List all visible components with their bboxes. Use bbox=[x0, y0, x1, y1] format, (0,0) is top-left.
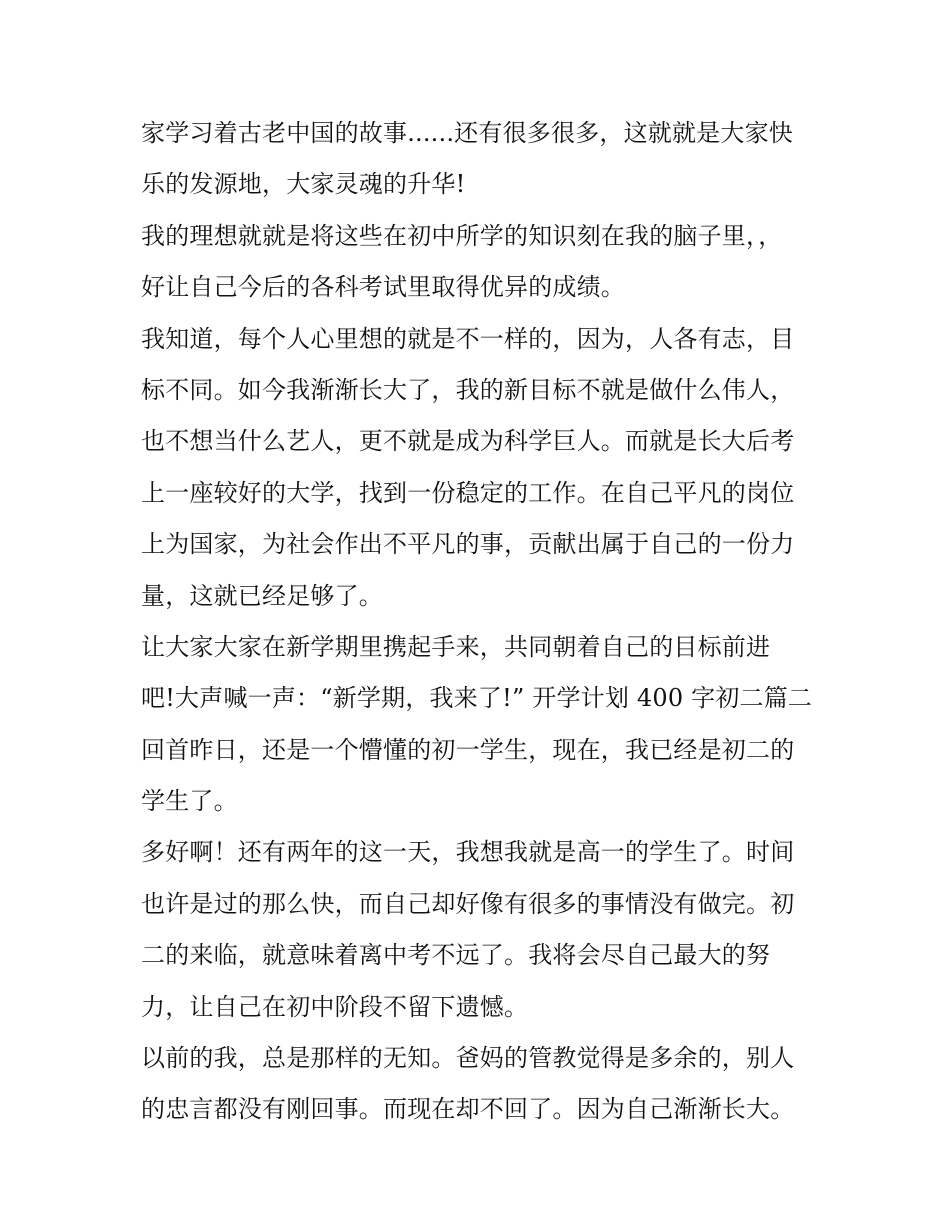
text-line: 上为国家，为社会作出不平凡的事，贡献出属于自己的一份力 bbox=[141, 530, 795, 559]
text-line: 我知道，每个人心里想的就是不一样的，因为，人各有志，目 bbox=[141, 324, 795, 353]
text-line: 多好啊！还有两年的这一天，我想我就是高一的学生了。时间 bbox=[141, 838, 795, 867]
text-line: 上一座较好的大学，找到一份稳定的工作。在自己平凡的岗位 bbox=[141, 478, 795, 507]
text-line: 的忠言都没有刚回事。而现在却不回了。因为自己渐渐长大。 bbox=[141, 1095, 795, 1124]
text-line: 也许是过的那么快，而自己却好像有很多的事情没有做完。初 bbox=[141, 889, 795, 918]
text-line: 家学习着古老中国的故事......还有很多很多，这就就是大家快 bbox=[141, 119, 793, 147]
text-line: 我的理想就就是将这些在初中所学的知识刻在我的脑子里，， bbox=[141, 221, 783, 250]
document-body bbox=[141, 108, 821, 1136]
text-line: 回首昨日，还是一个懵懂的初一学生，现在，我已经是初二的 bbox=[141, 735, 795, 764]
text-line: 二的来临，就意味着离中考不远了。我将会尽自己最大的努 bbox=[141, 941, 771, 970]
text-line: 吧!大声喊一声：“新学期，我来了!” 开学计划 400 字初二篇二 bbox=[141, 684, 813, 713]
text-line: 量，这就已经足够了。 bbox=[141, 581, 383, 610]
text-line: 以前的我，总是那样的无知。爸妈的管教觉得是多余的，别人 bbox=[141, 1044, 795, 1073]
text-line: 好让自己今后的各科考试里取得优异的成绩。 bbox=[141, 273, 625, 302]
text-line: 力，让自己在初中阶段不留下遗憾。 bbox=[141, 992, 529, 1021]
text-line: 学生了。 bbox=[141, 787, 238, 816]
text-line: 让大家大家在新学期里携起手来，共同朝着自己的目标前进 bbox=[141, 632, 771, 661]
text-line: 标不同。如今我渐渐长大了，我的新目标不就是做什么伟人， bbox=[141, 375, 795, 404]
text-line: 也不想当什么艺人，更不就是成为科学巨人。而就是长大后考 bbox=[141, 427, 795, 456]
text-line: 乐的发源地，大家灵魂的升华! bbox=[141, 170, 466, 199]
